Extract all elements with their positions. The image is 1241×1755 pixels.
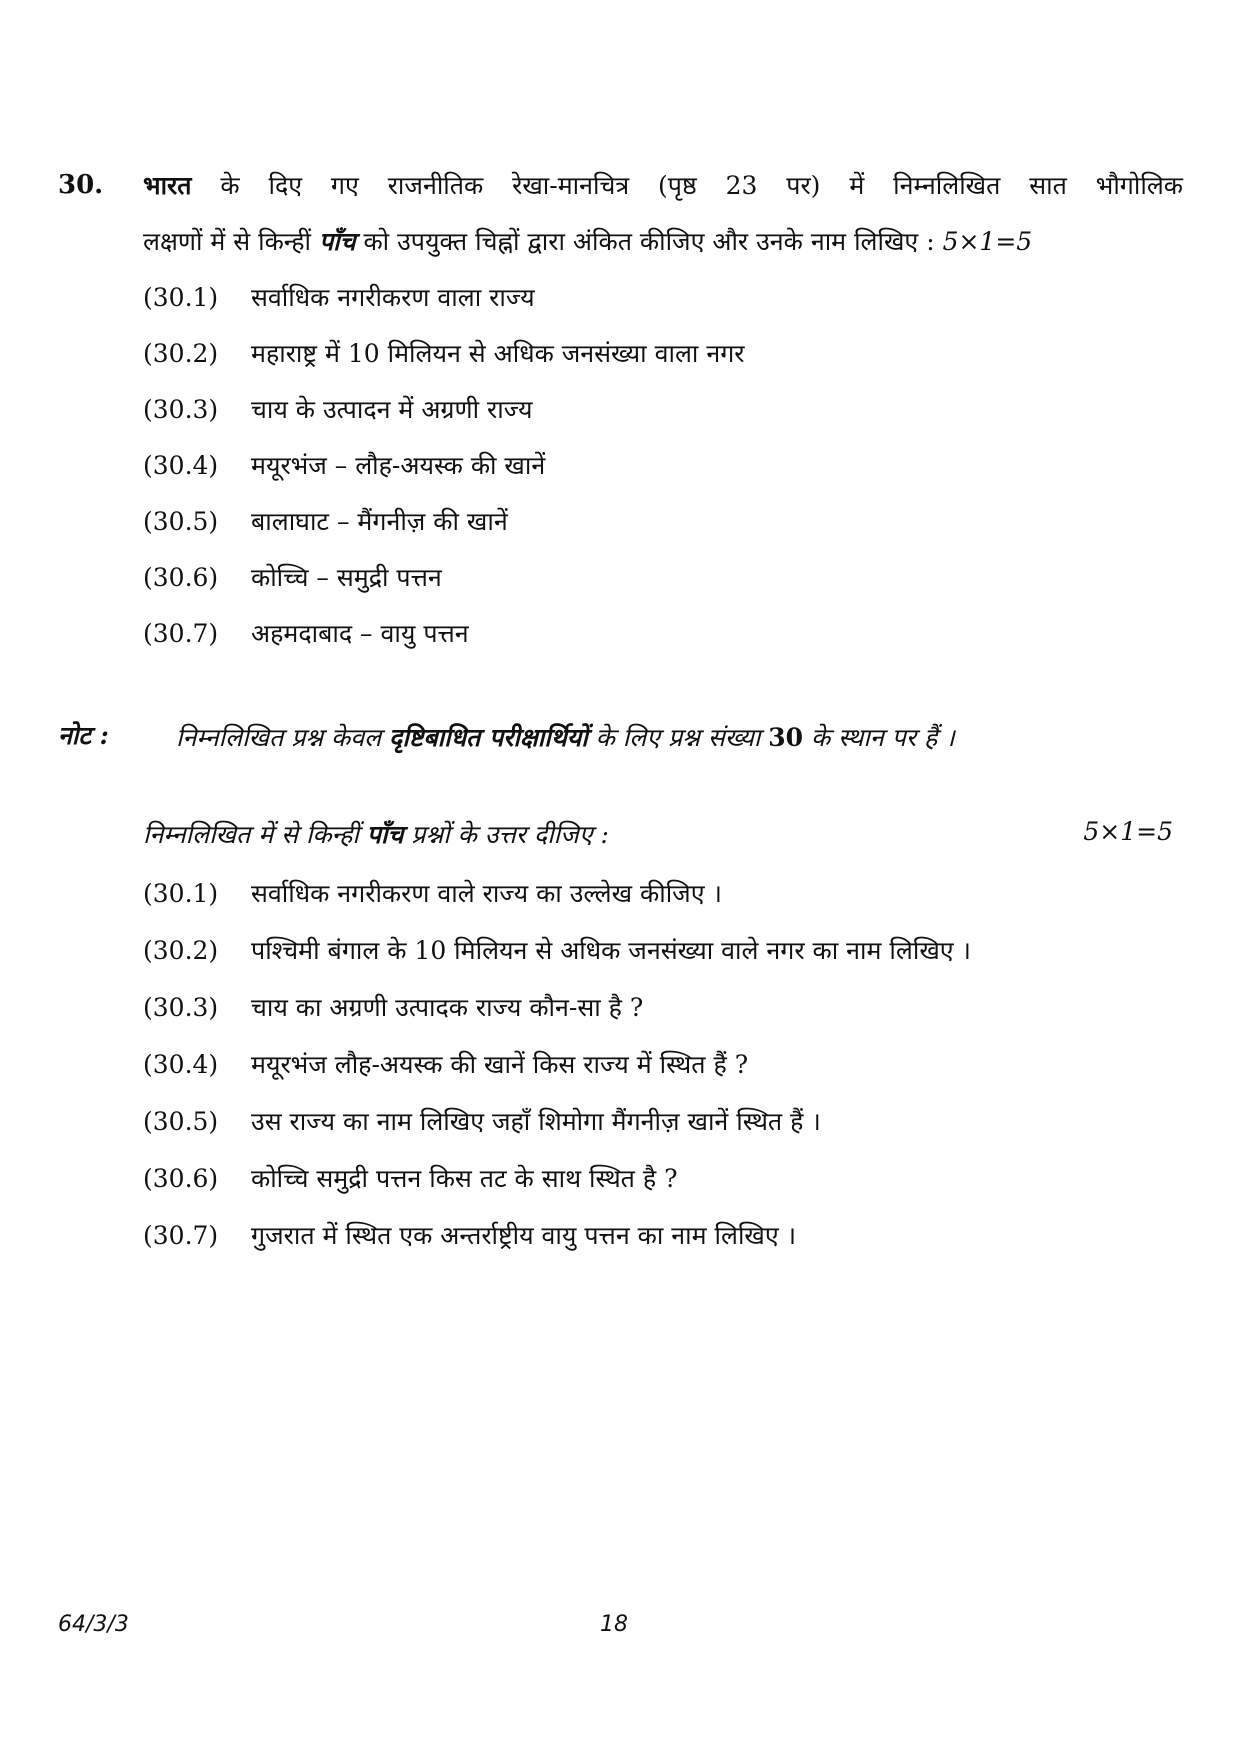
- note-item: [143, 1218, 796, 1252]
- note-text: [176, 718, 1176, 758]
- question-line2-pre: लक्षणों में से किन्हीं: [143, 227, 319, 256]
- question-item: [143, 616, 469, 650]
- note-item: [143, 1161, 678, 1195]
- note-item: [143, 876, 722, 910]
- question-line-1: [143, 158, 1183, 214]
- note-text-bold2: 30: [768, 723, 804, 752]
- question-number: 30.: [58, 170, 104, 200]
- note-text-post: के स्थान पर हैं ।: [803, 723, 955, 752]
- question-item: [143, 280, 535, 314]
- note-label: नोट :: [58, 721, 109, 750]
- note-item-text: उस राज्य का नाम लिखिए जहाँ शिमोगा मैंगनीज़ खानें स्थित हैं ।: [251, 1107, 821, 1136]
- question-item: [143, 392, 533, 426]
- question-item-number: (30.4): [143, 451, 219, 480]
- instruction-pre: निम्नलिखित में से किन्हीं: [143, 820, 367, 849]
- note-item-number: (30.5): [143, 1107, 219, 1136]
- question-item-number: (30.1): [143, 283, 219, 312]
- paper-code: 64/3/3: [58, 1612, 129, 1637]
- note-item-text: गुजरात में स्थित एक अन्तर्राष्ट्रीय वायु पत्तन का नाम लिखिए ।: [251, 1221, 797, 1250]
- note-item: [143, 990, 643, 1024]
- instruction-bold: पाँच: [366, 820, 404, 849]
- question-line1-rest: के दिए गए राजनीतिक रेखा-मानचित्र (पृष्ठ 23 पर) में निम्नलिखित सात भौगोलिक: [191, 171, 1183, 200]
- question-item-text: सर्वाधिक नगरीकरण वाला राज्य: [251, 283, 535, 312]
- note-item: [143, 1104, 821, 1138]
- question-item-text: चाय के उत्पादन में अग्रणी राज्य: [251, 395, 533, 424]
- note-text-bold: दृष्टिबाधित परीक्षार्थियों: [389, 723, 588, 752]
- note-text-mid: के लिए प्रश्न संख्या: [587, 723, 769, 752]
- note-item-text: कोच्चि समुद्री पत्तन किस तट के साथ स्थित है ?: [251, 1164, 678, 1193]
- question-item-number: (30.5): [143, 507, 219, 536]
- note-marks: 5×1=5: [1083, 817, 1173, 846]
- question-item-text: मयूरभंज – लौह-अयस्क की खानें: [251, 451, 546, 480]
- note-text-pre: निम्नलिखित प्रश्न केवल: [176, 723, 390, 752]
- note-item: [143, 933, 971, 967]
- question-bold-word: भारत: [143, 171, 192, 200]
- question-item-text: कोच्चि – समुद्री पत्तन: [251, 563, 442, 592]
- note-item-number: (30.4): [143, 1050, 219, 1079]
- question-item-number: (30.6): [143, 563, 219, 592]
- question-marks: 5×1=5: [942, 227, 1033, 256]
- question-item-number: (30.3): [143, 395, 219, 424]
- question-item: [143, 448, 545, 482]
- note-item-number: (30.7): [143, 1221, 219, 1250]
- question-item-text: बालाघाट – मैंगनीज़ की खानें: [251, 507, 508, 536]
- question-item: [143, 336, 745, 370]
- question-line2-bold: पाँच: [318, 227, 356, 256]
- note-item-number: (30.6): [143, 1164, 219, 1193]
- instruction-post: प्रश्नों के उत्तर दीजिए :: [403, 820, 609, 849]
- question-text: [143, 158, 1183, 270]
- note-item-text: सर्वाधिक नगरीकरण वाले राज्य का उल्लेख कीजिए ।: [251, 879, 722, 908]
- note-item-text: मयूरभंज लौह-अयस्क की खानें किस राज्य में स्थित हैं ?: [251, 1050, 749, 1079]
- question-item-number: (30.7): [143, 619, 219, 648]
- note-item-text: चाय का अग्रणी उत्पादक राज्य कौन-सा है ?: [251, 993, 644, 1022]
- note-item-number: (30.2): [143, 936, 219, 965]
- question-item-number: (30.2): [143, 339, 219, 368]
- note-item-number: (30.3): [143, 993, 219, 1022]
- question-line-2: [143, 214, 1183, 270]
- question-item-text: अहमदाबाद – वायु पत्तन: [251, 619, 469, 648]
- note-item: [143, 1047, 748, 1081]
- question-line2-post: को उपयुक्त चिह्नों द्वारा अंकित कीजिए और उनके नाम लिखिए :: [355, 227, 943, 256]
- note-instruction: [143, 817, 1173, 851]
- page-number: 18: [600, 1612, 628, 1637]
- note-item-number: (30.1): [143, 879, 219, 908]
- question-item: [143, 560, 442, 594]
- question-item: [143, 504, 508, 538]
- question-item-text: महाराष्ट्र में 10 मिलियन से अधिक जनसंख्या वाला नगर: [251, 339, 745, 368]
- note-item-text: पश्चिमी बंगाल के 10 मिलियन से अधिक जनसंख्या वाले नगर का नाम लिखिए ।: [251, 936, 972, 965]
